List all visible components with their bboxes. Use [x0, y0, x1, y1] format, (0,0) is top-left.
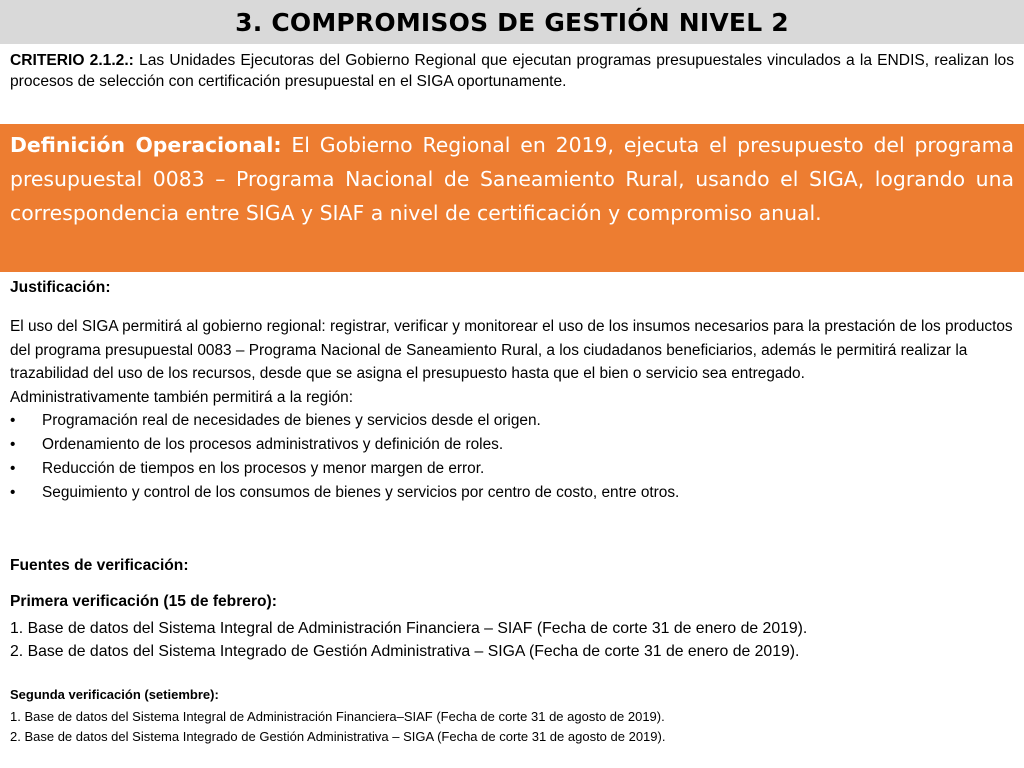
list-item-text: Programación real de necesidades de bienes y servicios desde el origen. [42, 412, 541, 429]
title-bar [0, 0, 1024, 44]
segunda-verificacion-list [10, 707, 665, 746]
slide-title: 3. COMPROMISOS DE GESTIÓN NIVEL 2 [235, 7, 789, 37]
list-item-text: Ordenamiento de los procesos administrativos y definición de roles. [42, 436, 504, 453]
list-item [10, 433, 1014, 457]
justificacion-title: Justificación: [10, 279, 111, 296]
bullet-icon: • [10, 460, 16, 477]
list-item [10, 457, 1014, 481]
justificacion-intro: Administrativamente también permitirá a la región: [10, 388, 354, 406]
criterio-paragraph [10, 50, 1014, 92]
list-item: 1. Base de datos del Sistema Integral de Administración Financiera–SIAF (Fecha de corte 31 de agosto de 2019). [10, 709, 665, 724]
benefits-list [10, 409, 1014, 505]
criterio-label: CRITERIO 2.1.2.: [10, 52, 134, 69]
definicion-label: Definición Operacional: [10, 133, 282, 157]
bullet-icon: • [10, 436, 16, 453]
bullet-icon: • [10, 484, 16, 501]
definicion-text: El Gobierno Regional en 2019, ejecuta el presupuesto del programa presupuestal 0083 – Programa Nacional de Saneamiento Rural, usando el SIGA, logrando una correspondencia entre SIGA y SIAF a nivel de certificación y compromiso anual. [10, 133, 1015, 225]
fuentes-title: Fuentes de verificación: [10, 557, 189, 574]
list-item-text: Seguimiento y control de los consumos de bienes y servicios por centro de costo, entre otros. [42, 484, 680, 501]
list-item [10, 409, 1014, 433]
definicion-paragraph [10, 128, 1014, 230]
list-item: 1. Base de datos del Sistema Integral de Administración Financiera – SIAF (Fecha de corte 31 de enero de 2019). [10, 620, 808, 637]
list-item: 2. Base de datos del Sistema Integrado de Gestión Administrativa – SIGA (Fecha de corte 31 de enero de 2019). [10, 643, 800, 660]
list-item-text: Reducción de tiempos en los procesos y menor margen de error. [42, 460, 485, 477]
definicion-box [0, 124, 1024, 272]
criterio-text: Las Unidades Ejecutoras del Gobierno Regional que ejecutan programas presupuestales vinculados a la ENDIS, realizan los procesos de selección con certificación presupuestal en el SIGA oportunamente. [10, 52, 1015, 90]
justificacion-body [10, 315, 1014, 505]
list-item: 2. Base de datos del Sistema Integrado de Gestión Administrativa – SIGA (Fecha de corte 31 de agosto de 2019). [10, 728, 666, 744]
segunda-verificacion-title: Segunda verificación (setiembre): [10, 687, 219, 702]
primera-verificacion-title: Primera verificación (15 de febrero): [10, 593, 277, 610]
list-item [10, 481, 1014, 505]
primera-verificacion-list [10, 617, 1020, 663]
justificacion-paragraph: El uso del SIGA permitirá al gobierno regional: registrar, verificar y monitorear el uso de los insumos necesarios para la prestación de los productos del programa presupuestal 0083 – Programa Nacional de Saneamiento Rural, a los ciudadanos beneficiarios, además le permitirá realizar la trazabilidad del uso de los recursos, desde que se asigna el presupuesto hasta que el bien o servicio sea entregado. [10, 318, 1013, 382]
bullet-icon: • [10, 412, 16, 429]
